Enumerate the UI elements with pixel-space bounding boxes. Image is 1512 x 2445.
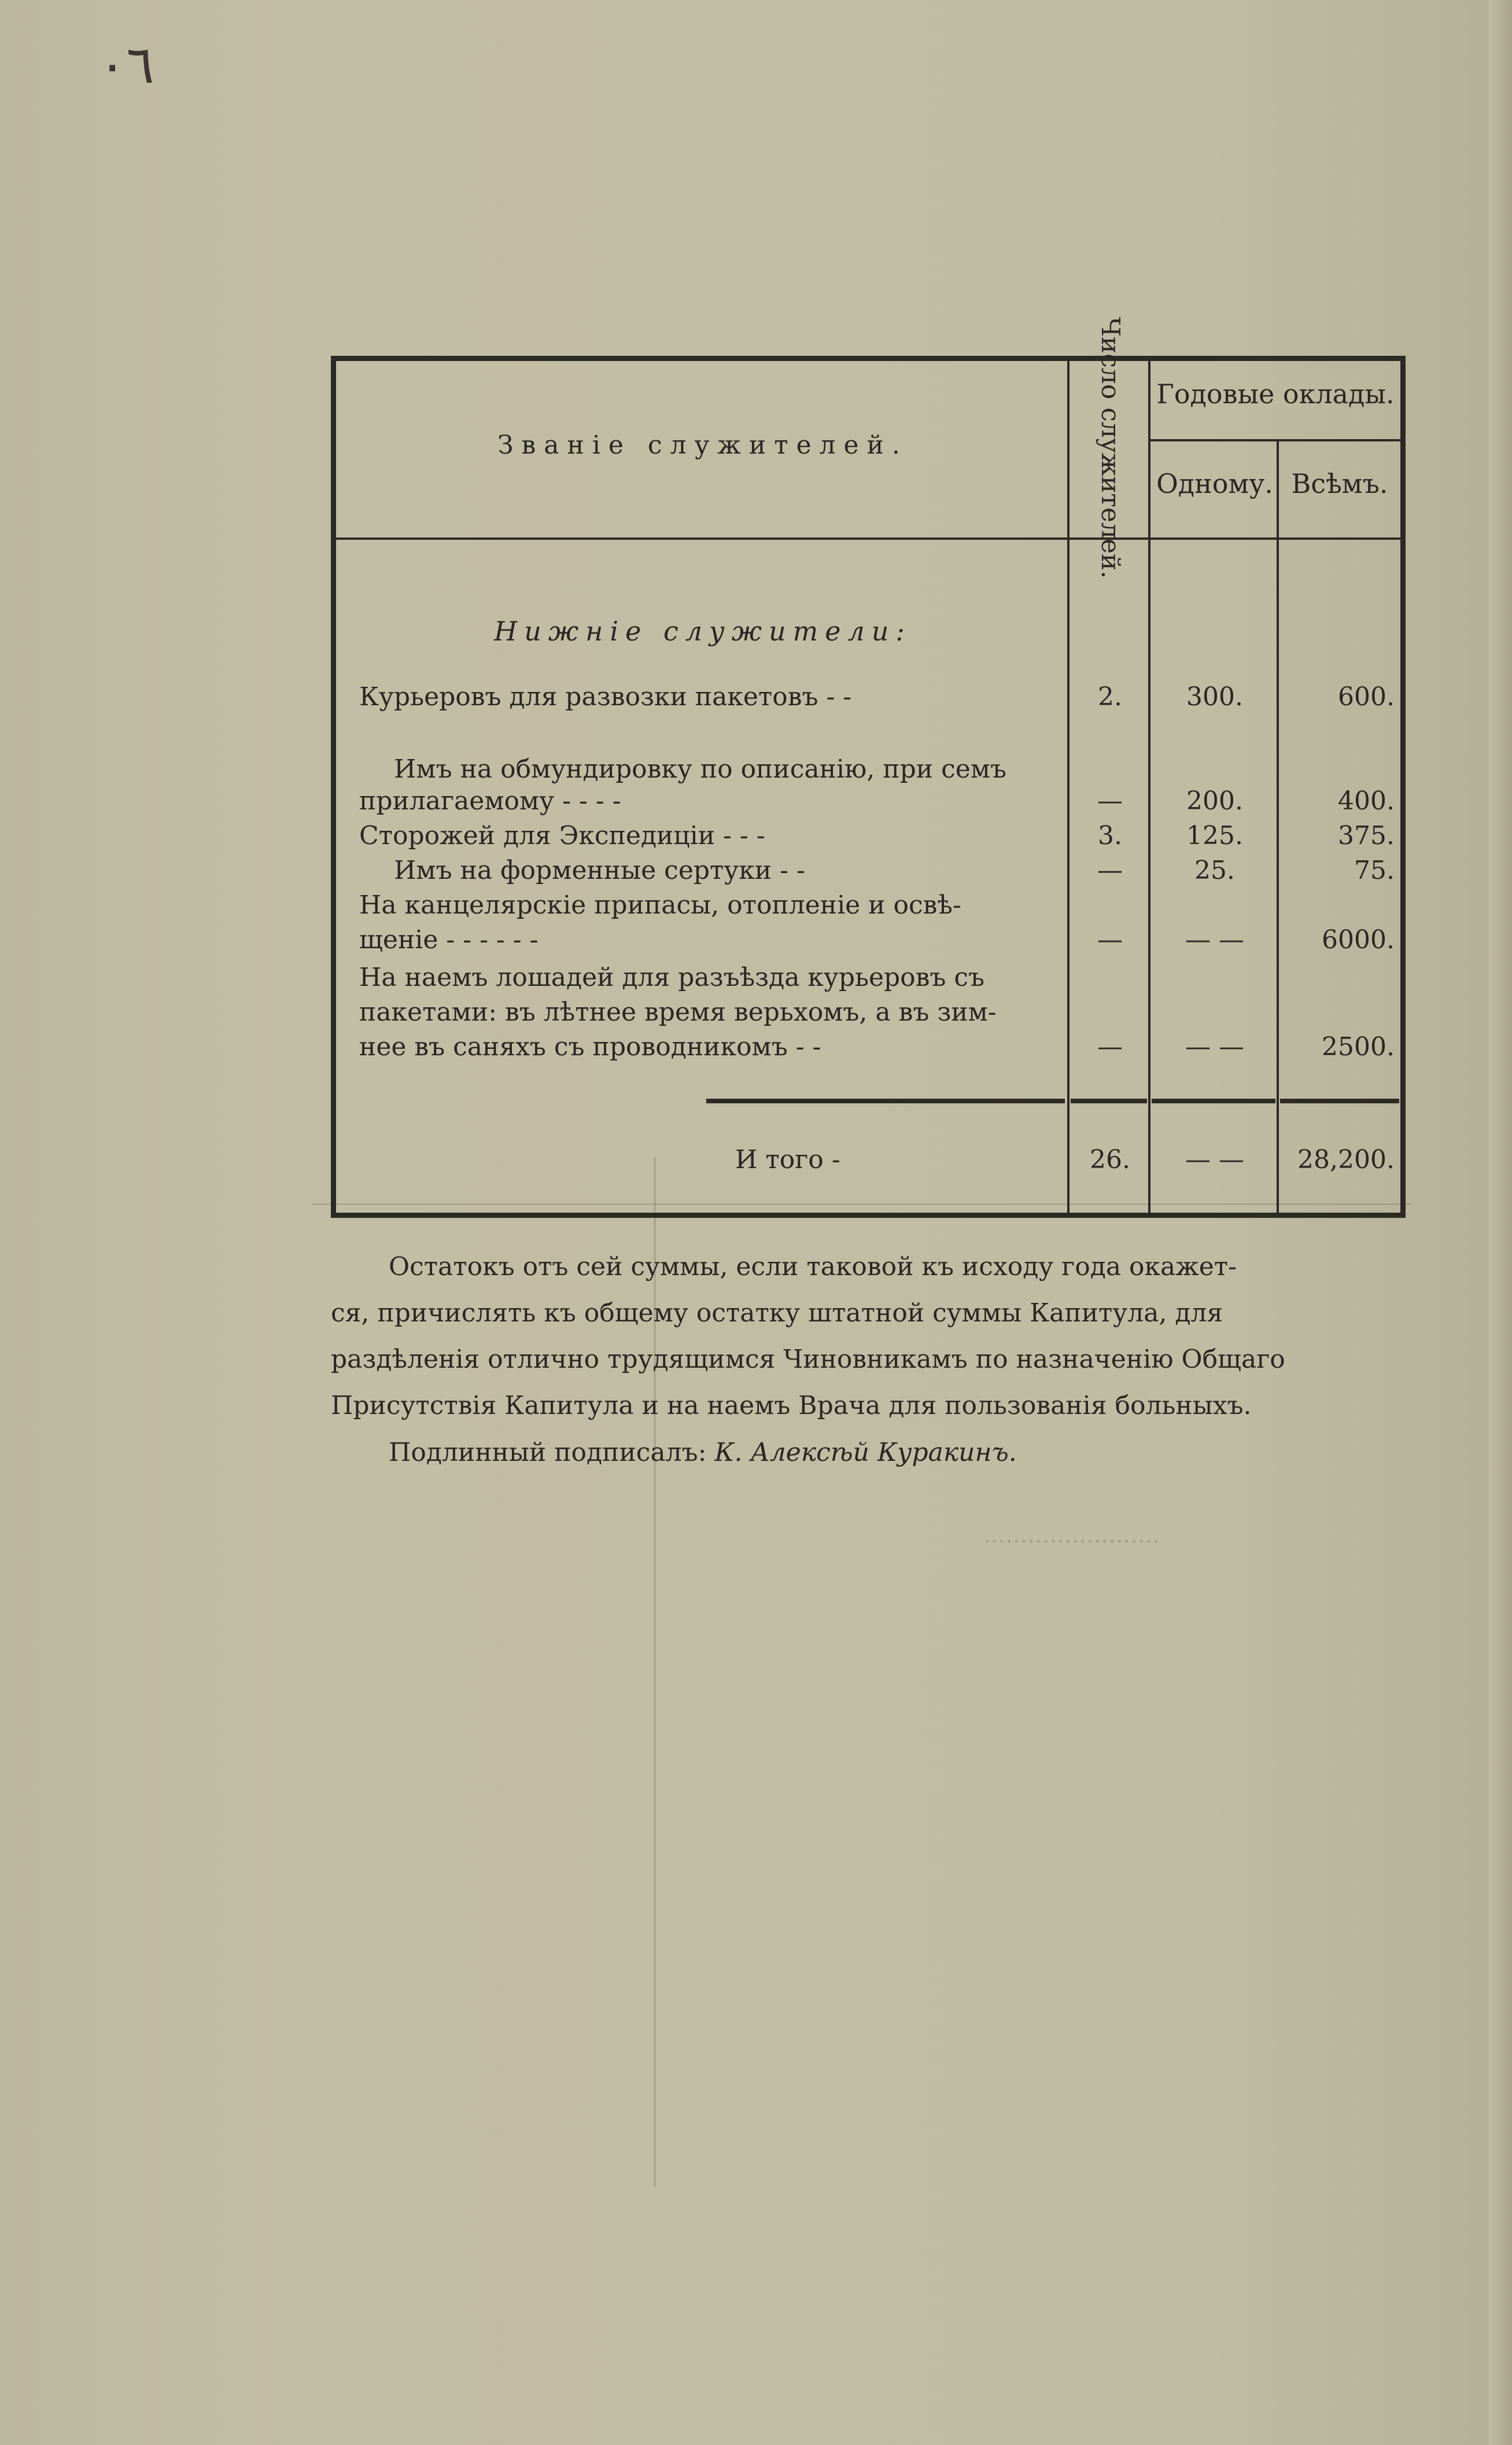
page-edge (1489, 0, 1512, 2445)
header-bottom-rule (336, 537, 1400, 540)
signature-name: К. Алексѣй Куракинъ. (714, 1438, 1017, 1467)
signature-prefix: Подлинный подписалъ: (389, 1438, 707, 1467)
column-header-rank: Званіе служителей. (497, 430, 908, 460)
bleed-through-text: ........................ (983, 1522, 1160, 1548)
total-rule (706, 1099, 1065, 1103)
paragraph-line: Остатокъ отъ сей суммы, если таковой къ исходу года окажет- (389, 1252, 1237, 1282)
header-subdivider (1148, 439, 1400, 441)
corner-mark: ٠٦ (98, 35, 154, 95)
salary-table: Званіе служителей. Число служителей. Годовые оклады. Одному. Всѣмъ. Нижніе служители: Курьеровъ для развозки пакетовъ - - 2. 300. 600. Имъ на обмундировку по описанію, при семъ прилагаемому - - - - — 200. 400. Сторожей для Экспедиціи - - - 3. 125. 375. Имъ на форменные сертуки - - — 25. 75. На канцелярскіе припасы, отопленіе и освѣ- щеніе - - - - - - — — — 6000. На наемъ лошадей для разъѣзда курьеровъ съ пакетами: въ лѣтнее время верьхомъ, а въ зим- нее въ саняхъ съ проводникомъ - - — — — 2500. И того - 26. — — 28,200. (331, 356, 1406, 1218)
total-rule (1071, 1099, 1147, 1103)
paragraph-line: раздѣленія отлично трудящимся Чиновникамъ по назначенію Общаго (331, 1345, 1285, 1374)
column-header-count: Число служителей. (1096, 316, 1125, 579)
signature-line (389, 1438, 1017, 1467)
column-header-salaries: Годовые оклады. (1156, 378, 1395, 410)
column-header-per-one: Одному. (1156, 468, 1273, 499)
paragraph-line: ся, причислять къ общему остатку штатной суммы Капитула, для (331, 1298, 1223, 1328)
total-rule (1280, 1099, 1399, 1103)
total-rule (1152, 1099, 1275, 1103)
paragraph-line: Присутствія Капитула и на наемъ Врача для пользованія больныхъ. (331, 1391, 1252, 1420)
section-title: Нижніе служители: (494, 616, 912, 647)
column-header-total: Всѣмъ. (1291, 468, 1388, 499)
